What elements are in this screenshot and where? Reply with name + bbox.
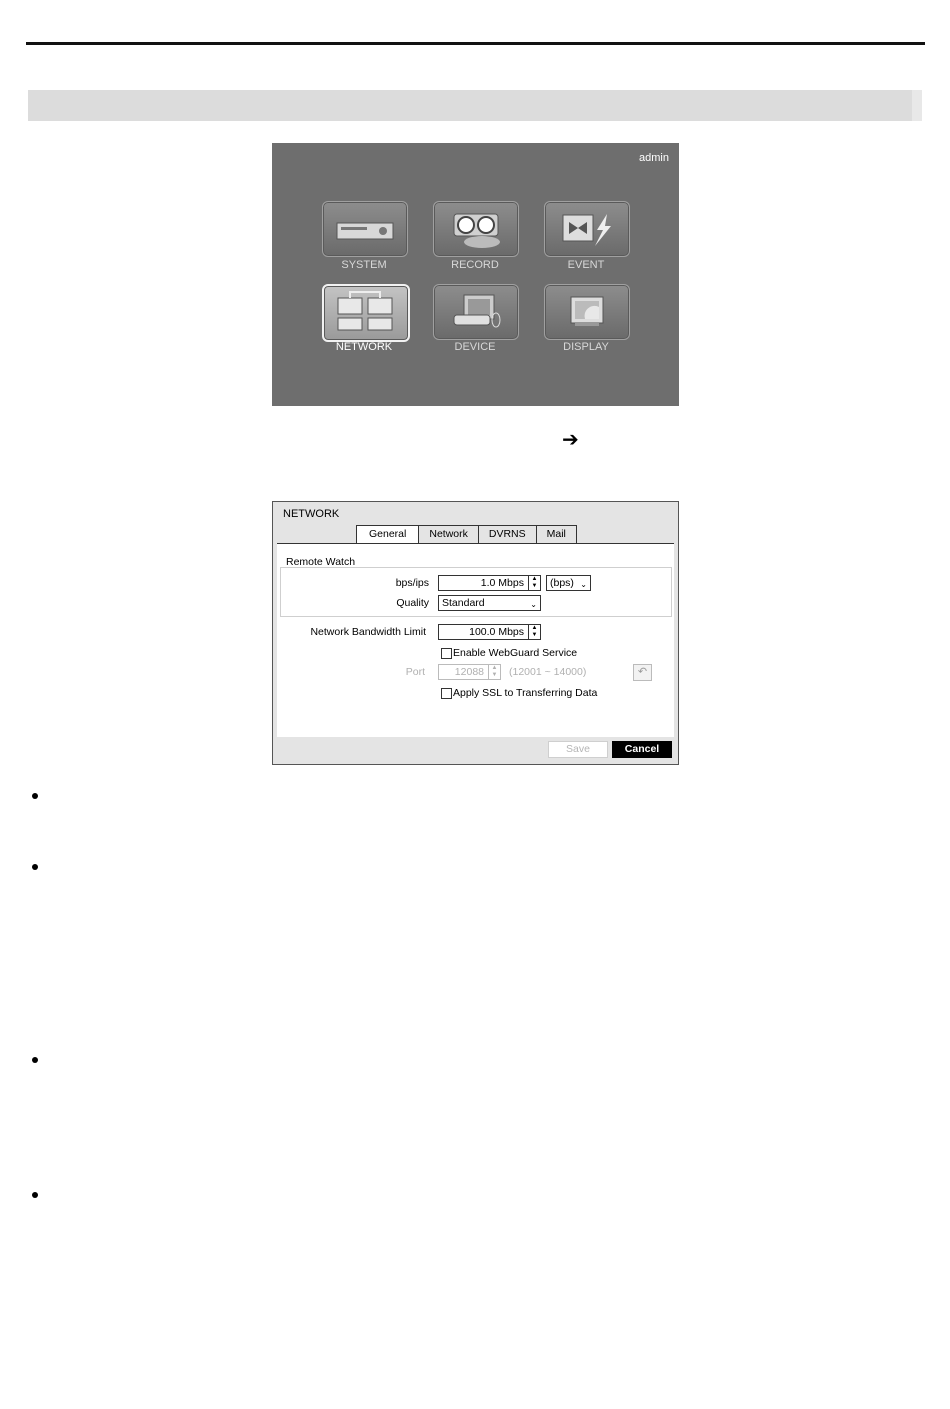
save-button[interactable]: Save (548, 741, 608, 758)
bullet-point (32, 793, 38, 799)
tab-bar (356, 525, 576, 544)
undo-icon[interactable]: ↶ (633, 664, 652, 681)
port-range: (12001 ~ 14000) (509, 666, 587, 678)
bullet-point (32, 864, 38, 870)
bandwidth-limit-stepper[interactable] (438, 624, 541, 640)
port-stepper[interactable] (438, 664, 501, 680)
network-dialog (272, 501, 679, 765)
device-menu-button[interactable] (433, 284, 519, 340)
user-label: admin (639, 152, 669, 164)
record-icon (434, 202, 518, 256)
top-rule (26, 42, 925, 45)
tab-network[interactable]: Network (418, 525, 479, 543)
display-menu-button[interactable] (544, 284, 630, 340)
webguard-checkbox[interactable] (441, 648, 452, 659)
tab-general[interactable]: General (356, 525, 419, 544)
record-menu-button[interactable] (433, 201, 519, 257)
system-icon (323, 202, 407, 256)
quality-select[interactable] (438, 595, 541, 611)
right-arrow-icon: ➔ (562, 427, 579, 451)
event-icon (545, 202, 629, 256)
bps-spin-buttons[interactable]: ▲ ▼ (528, 576, 540, 590)
tab-dvrns[interactable]: DVRNS (478, 525, 537, 543)
general-panel (277, 543, 674, 737)
event-menu-label: EVENT (567, 259, 605, 271)
network-icon (324, 286, 408, 340)
port-label: Port (405, 666, 425, 678)
port-spin-buttons[interactable]: ▲ ▼ (488, 665, 500, 679)
network-menu-button[interactable] (322, 284, 410, 342)
main-menu-screen (272, 143, 679, 406)
device-icon (434, 285, 518, 339)
bandwidth-limit-label: Network Bandwidth Limit (310, 626, 426, 638)
quality-label: Quality (396, 597, 429, 609)
bps-label: bps/ips (395, 577, 429, 589)
chevron-down-icon: ⌄ (530, 600, 537, 609)
cancel-button[interactable]: Cancel (612, 741, 672, 758)
quality-value: Standard (442, 597, 485, 609)
webguard-label: Enable WebGuard Service (453, 647, 578, 659)
system-menu-label: SYSTEM (341, 259, 387, 271)
network-menu-label: NETWORK (335, 341, 393, 353)
display-icon (545, 285, 629, 339)
display-menu-label: DISPLAY (563, 341, 609, 353)
ssl-checkbox[interactable] (441, 688, 452, 699)
bullet-point (32, 1057, 38, 1063)
chevron-down-icon: ⌄ (580, 580, 587, 589)
device-menu-label: DEVICE (454, 341, 496, 353)
bps-unit-value: (bps) (550, 577, 574, 589)
bps-value: 1.0 Mbps (480, 577, 524, 589)
dialog-title: NETWORK (283, 508, 340, 520)
bps-unit-select[interactable] (546, 575, 591, 591)
record-menu-label: RECORD (451, 259, 499, 271)
tab-mail[interactable]: Mail (536, 525, 577, 543)
bandwidth-limit-value: 100.0 Mbps (469, 626, 524, 638)
port-value: 12088 (454, 666, 484, 678)
remote-watch-title: Remote Watch (286, 556, 356, 568)
bullet-point (32, 1192, 38, 1198)
bps-stepper[interactable] (438, 575, 541, 591)
bandwidth-spin-buttons[interactable]: ▲ ▼ (528, 625, 540, 639)
ssl-label: Apply SSL to Transferring Data (453, 687, 598, 699)
event-menu-button[interactable] (544, 201, 630, 257)
section-header-bar (28, 90, 922, 121)
system-menu-button[interactable] (322, 201, 408, 257)
